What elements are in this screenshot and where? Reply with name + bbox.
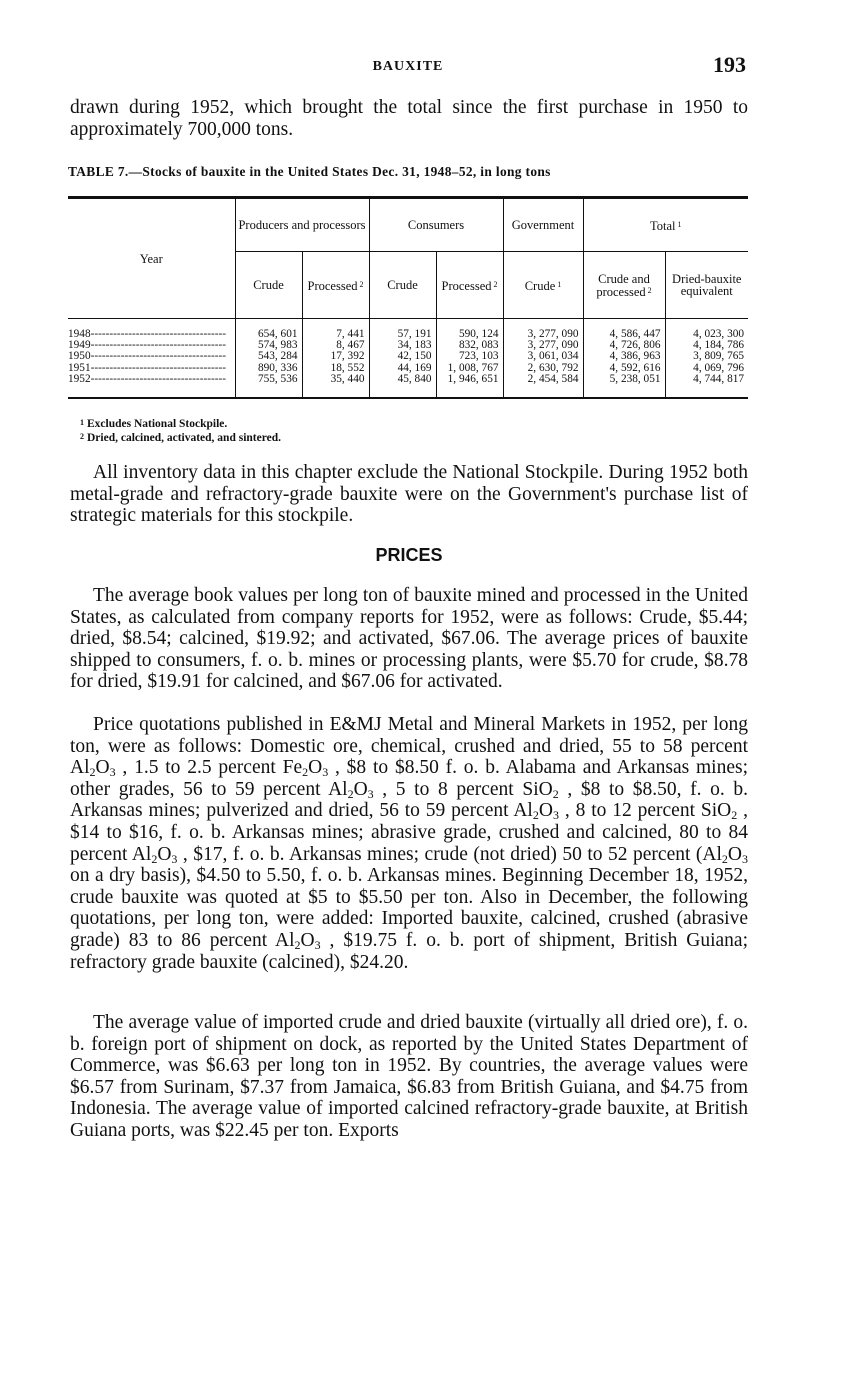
cell: 543, 284 [235, 351, 302, 362]
year-cell: 1952------------------------------------ [68, 373, 227, 385]
cell: 17, 392 [302, 351, 369, 362]
cell: 5, 238, 051 [583, 374, 665, 398]
year-cell: 1950------------------------------------ [68, 351, 227, 363]
cell: 4, 726, 806 [583, 340, 665, 351]
formula-al2o3: $Al_2O_3$ [70, 757, 116, 780]
cell: 1, 946, 651 [436, 374, 503, 398]
table-row [68, 319, 748, 341]
table-row [68, 351, 748, 362]
consumers-processed-header: Processed $^2$ [436, 252, 503, 319]
year-cell: 1949------------------------------------ [68, 340, 227, 352]
formula-al2o3: $Al_2O_3$ [702, 843, 748, 866]
formula-sio2: SiO$_2$ [522, 778, 559, 801]
table-row [68, 374, 748, 398]
consumers-group-header: Consumers [369, 198, 503, 252]
total-dried-equivalent-header: Dried-bauxite equivalent [665, 252, 748, 319]
cell: 34, 183 [369, 340, 436, 351]
total-crude-processed-header: Crude and processed $^2$ [583, 252, 665, 319]
stocks-table [68, 196, 748, 399]
cell: 590, 124 [436, 319, 503, 341]
footnote-1: $^1$ Excludes National Stockpile. [80, 418, 228, 430]
cell: 574, 983 [235, 340, 302, 351]
cell: 42, 150 [369, 351, 436, 362]
inventory-paragraph: All inventory data in this chapter exclude the National Stockpile. During 1952 both metal-grade and refractory-grade bauxite were on the Government's purchase list of strategic materials for this stockpile. [70, 462, 748, 527]
cell: 3, 809, 765 [665, 351, 748, 362]
formula-al2o3: $Al_2O_3$ [513, 800, 559, 823]
prices-paragraph-3: The average value of imported crude and dried bauxite (virtually all dried ore), f. o. b. foreign port of shipment on dock, as reported by the United States Department of Commerce, was $6.63 per long ton in 1952. By countries, the average values were $6.57 from Surinam, $7.37 from Jamaica, $6.83 from British Guiana, and $4.75 from Indonesia. The average value of imported calcined refractory-grade bauxite, at British Guiana ports, was $22.45 per ton. Exports [70, 1012, 748, 1141]
cell: 4, 023, 300 [665, 319, 748, 341]
consumers-crude-header: Crude [369, 252, 436, 319]
running-title: BAUXITE [372, 59, 444, 74]
formula-al2o3: $Al_2O_3$ [275, 929, 321, 952]
cell: 8, 467 [302, 340, 369, 351]
intro-paragraph: drawn during 1952, which brought the total since the first purchase in 1950 to approximately 700,000 tons. [70, 97, 748, 140]
year-column-header: Year [68, 198, 235, 319]
section-heading: PRICES [375, 545, 443, 565]
cell: 4, 184, 786 [665, 340, 748, 351]
cell: 755, 536 [235, 374, 302, 398]
cell: 2, 454, 584 [503, 374, 583, 398]
prices-paragraph-2: Price quotations published in E&MJ Metal and Mineral Markets in 1952, per long ton, were as follows: Domestic ore, chemical, crushed and dried, 55 to 58 percent $Al_2O_3$ , 1.5 to 2.5 percent $Fe_2O_3$ , $8 to $8.50 f. o. b. Alabama and Arkansas mines; other grades, 56 to 59 percent $Al_2O_3$ , 5 to 8 percent SiO$_2$ , $8 to $8.50, f. o. b. Arkansas mines; pulverized and dried, 56 to 59 percent $Al_2O_3$ , 8 to 12 percent SiO$_2$ , $14 to $16, f. o. b. Arkansas mines; abrasive grade, crushed and calcined, 80 to 84 percent $Al_2O_3$ , $17, f. o. b. Arkansas mines; crude (not dried) 50 to 52 percent ($Al_2O_3$ on a dry basis), $4.50 to 5.50, f. o. b. Arkansas mines. Beginning December 18, 1952, crude bauxite was quoted at $5 to $5.50 per ton. Also in December, the following quotations, per long ton, were added: Imported bauxite, calcined, crushed (abrasive grade) 83 to 86 percent $Al_2O_3$ , $19.75 f. o. b. port of shipment, British Guiana; refractory grade bauxite (calcined), $24.20. [70, 714, 749, 973]
cell: 3, 277, 090 [503, 319, 583, 341]
cell: 3, 277, 090 [503, 340, 583, 351]
cell: 654, 601 [235, 319, 302, 341]
year-cell: 1951------------------------------------ [68, 362, 227, 374]
cell: 18, 552 [302, 363, 369, 374]
cell: 45, 840 [369, 374, 436, 398]
producers-group-header: Producers and processors [235, 198, 369, 252]
cell: 1, 008, 767 [436, 363, 503, 374]
prices-paragraph-1: The average book values per long ton of bauxite mined and processed in the United States, as calculated from company reports for 1952, were as follows: Crude, $5.44; dried, $8.54; calcined, $19.92; and activated, $67.06. The average prices of bauxite shipped to consumers, f. o. b. mines or processing plants, were $5.70 for crude, $8.78 for dried, $19.91 for calcined, and $67.06 for activated. [70, 585, 748, 693]
cell: 3, 061, 034 [503, 351, 583, 362]
year-cell: 1948------------------------------------ [68, 328, 227, 340]
cell: 7, 441 [302, 319, 369, 341]
running-head [70, 52, 746, 82]
producers-crude-header: Crude [235, 252, 302, 319]
cell: 4, 386, 963 [583, 351, 665, 362]
cell: 35, 440 [302, 374, 369, 398]
government-group-header: Government [503, 198, 583, 252]
cell: 4, 592, 616 [583, 363, 665, 374]
total-group-header: Total $^1$ [583, 198, 748, 252]
formula-fe2o3: $Fe_2O_3$ [282, 757, 329, 780]
cell: 44, 169 [369, 363, 436, 374]
cell: 4, 069, 796 [665, 363, 748, 374]
page-number: 193 [713, 52, 746, 77]
government-crude-header: Crude $^1$ [503, 252, 583, 319]
cell: 4, 586, 447 [583, 319, 665, 341]
formula-al2o3: $Al_2O_3$ [328, 778, 374, 801]
footnote-ref: 1 [677, 219, 682, 229]
table-footnotes [80, 417, 281, 444]
cell: 832, 083 [436, 340, 503, 351]
cell: 57, 191 [369, 319, 436, 341]
cell: 723, 103 [436, 351, 503, 362]
cell: 2, 630, 792 [503, 363, 583, 374]
formula-sio2: SiO$_2$ [700, 800, 738, 823]
cell: 890, 336 [235, 363, 302, 374]
cell: 4, 744, 817 [665, 374, 748, 398]
formula-al2o3: $Al_2O_3$ [131, 843, 178, 866]
table-caption: TABLE 7.—Stocks of bauxite in the United States Dec. 31, 1948–52, in long tons [68, 164, 551, 179]
producers-processed-header: Processed $^2$ [302, 252, 369, 319]
footnote-2: $^2$ Dried, calcined, activated, and sintered. [80, 431, 281, 444]
